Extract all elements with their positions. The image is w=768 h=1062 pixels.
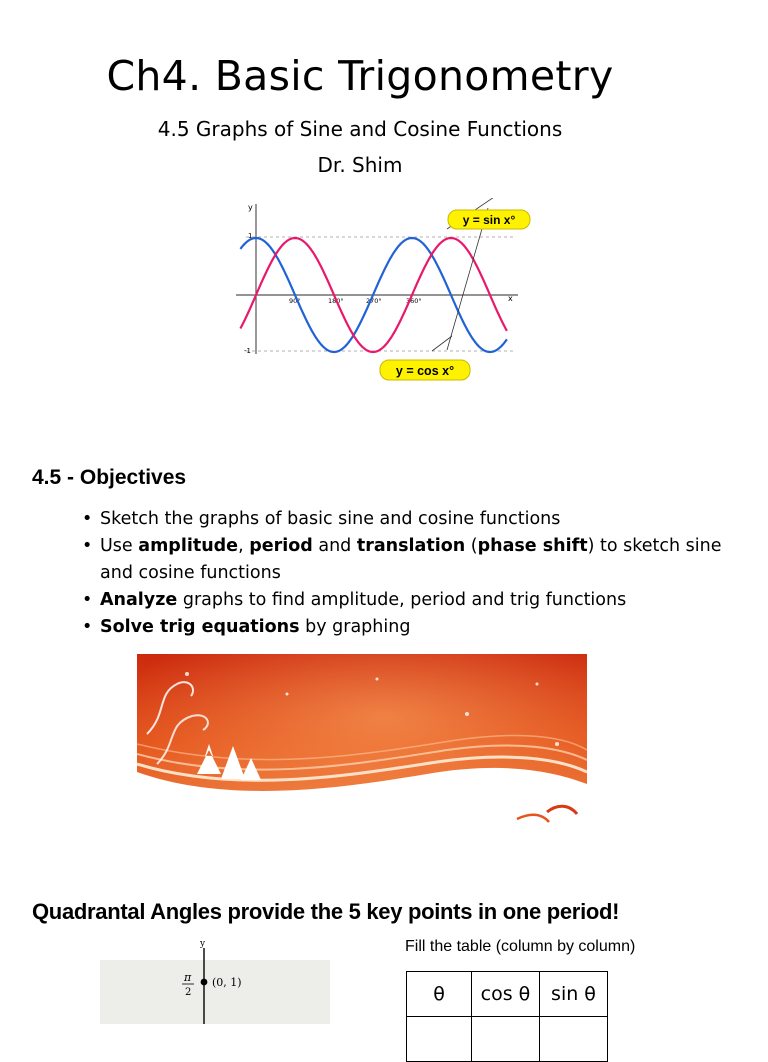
objective-text: , (238, 536, 250, 556)
objective-text: ( (465, 536, 478, 556)
objective-text: Use (100, 536, 139, 556)
objective-item (82, 533, 742, 587)
figure-y-label: y (200, 939, 206, 949)
x-axis-label: x (508, 294, 513, 303)
x-tick-180: 180° (328, 297, 344, 305)
objective-text: ) to sketch sine and cosine functions (100, 536, 722, 583)
decorative-banner-image (137, 654, 587, 832)
page-subtitle: 4.5 Graphs of Sine and Cosine Functions (157, 117, 563, 141)
sine-label: y = sin x° (462, 213, 516, 227)
sine-cosine-graph (232, 198, 532, 388)
objective-text: amplitude (138, 536, 239, 556)
x-tick-270: 270° (366, 297, 382, 305)
table-cell[interactable] (540, 1017, 608, 1062)
point-0-1 (201, 979, 208, 986)
quadrantal-heading: Quadrantal Angles provide the 5 key points in one period! (32, 899, 620, 924)
table-header-theta: θ (407, 972, 472, 1017)
y-tick-bottom: -1 (244, 347, 251, 355)
objective-item (82, 506, 742, 533)
table-header-row (407, 972, 608, 1017)
page-title: Ch4. Basic Trigonometry (106, 52, 614, 100)
cosine-label: y = cos x° (395, 364, 455, 378)
objective-item (82, 587, 742, 614)
objective-text: Solve trig equations (100, 617, 300, 637)
objectives-list (82, 506, 742, 641)
objective-text: and (312, 536, 357, 556)
objective-text: Sketch the graphs of basic sine and cosine functions (100, 509, 561, 529)
x-tick-90: 90° (289, 297, 301, 305)
author-name: Dr. Shim (317, 153, 403, 177)
objective-item (82, 614, 742, 641)
x-tick-360: 360° (406, 297, 422, 305)
table-cell[interactable] (472, 1017, 540, 1062)
table-cell[interactable] (407, 1017, 472, 1062)
table-header-sin: sin θ (540, 972, 608, 1017)
fill-table-note: Fill the table (column by column) (405, 938, 636, 955)
objective-text: Analyze (100, 590, 178, 610)
objectives-heading: 4.5 - Objectives (32, 466, 187, 489)
quadrantal-table (406, 971, 608, 1062)
objective-text: period (249, 536, 313, 556)
table-row (407, 1017, 608, 1062)
objective-text: phase shift (477, 536, 588, 556)
y-tick-top: 1 (248, 232, 253, 240)
figure-pi: π (184, 971, 192, 984)
figure-point-label: (0, 1) (212, 976, 242, 989)
unit-circle-figure (100, 930, 330, 1024)
figure-two: 2 (185, 987, 192, 998)
objective-text: translation (356, 536, 466, 556)
y-axis-label: y (248, 203, 253, 212)
objective-text: by graphing (299, 617, 411, 637)
objective-text: graphs to find amplitude, period and trig functions (177, 590, 627, 610)
table-header-cos: cos θ (472, 972, 540, 1017)
